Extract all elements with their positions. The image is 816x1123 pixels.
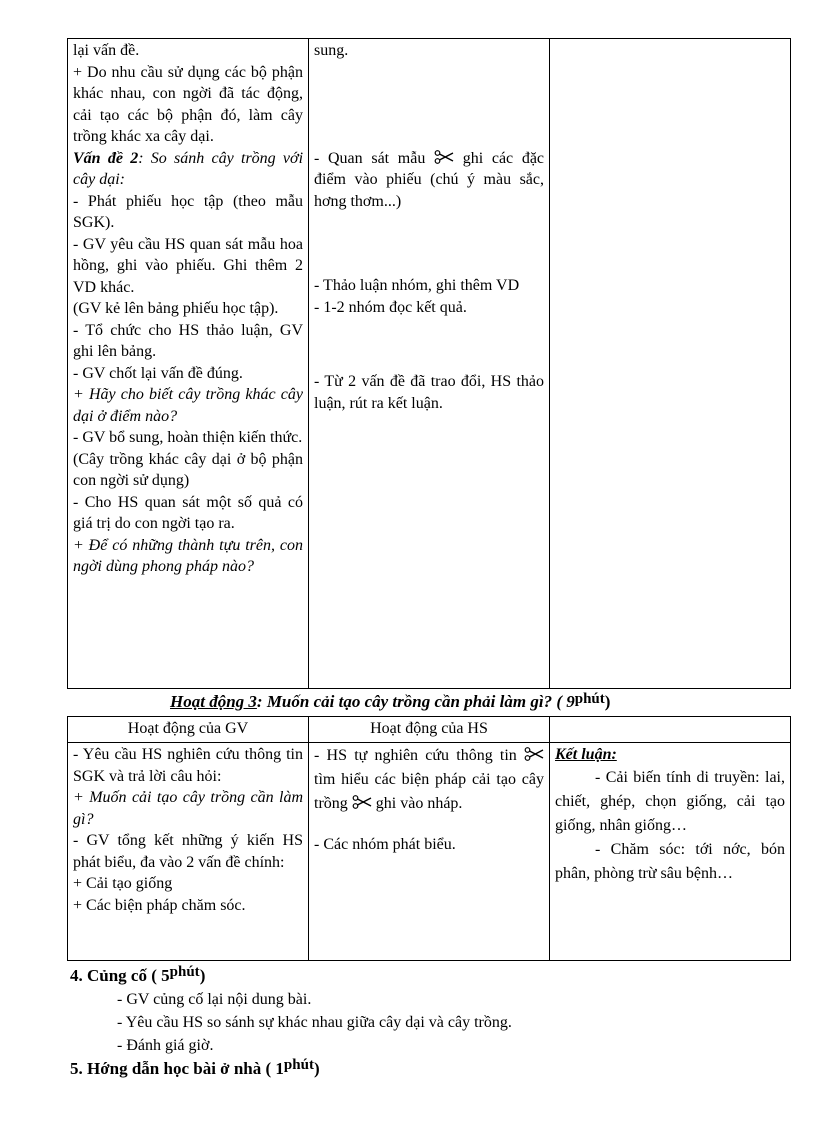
conclusion-label: Kết luận: (555, 746, 617, 763)
activity-3-text: : Muốn cải tạo cây trồng cần phải làm gì? ( 9 (256, 692, 575, 711)
issue-2-label: Vấn đề 2 (73, 149, 139, 167)
activity-3-unit: phút (574, 691, 605, 707)
t1-gv-1: + Do nhu cầu sử dụng các bộ phận khác nhau, con ngời đã tác động, cải tạo các bộ phận đó, làm cây trồng khác xa cây dại. (73, 63, 303, 145)
section-4-close: ) (199, 966, 206, 985)
t1-gv-5: (GV kẻ lên bảng phiếu học tập). (73, 300, 279, 317)
section-4-text: 4. Củng cố ( 5 (70, 966, 170, 985)
header-hs: Hoạt động của HS (309, 717, 550, 743)
conclusion-title (555, 744, 785, 766)
t1-gv-0: lại vấn đề. (73, 42, 140, 59)
t1-gv-12: + Để có những thành tựu trên, con ngời dùng phong pháp nào? (73, 536, 303, 575)
teacher-column (68, 39, 309, 689)
a3-gv-4: + Các biện pháp chăm sóc. (73, 896, 246, 914)
t1-gv-3: - Phát phiếu học tập (theo mẫu SGK). (73, 192, 303, 231)
a3-conclusion-column (550, 743, 791, 961)
section-5-unit: phút (283, 1057, 314, 1073)
issue-2-text: : So sánh cây trồng với cây dại: (73, 149, 304, 188)
t1-gv-2 (73, 148, 303, 191)
section-4-item-0: - GV củng cố lại nội dung bài. (117, 991, 312, 1008)
header-empty (550, 717, 791, 743)
t1-hs-2 (314, 148, 544, 213)
a3-hs-1c: ghi vào nháp. (375, 795, 463, 812)
a3-gv-3: + Cải tạo giống (73, 875, 173, 892)
scissors-icon (524, 747, 544, 761)
t1-hs-2b: ghi các đặc điểm vào phiếu (chú ý màu sắc, hơng thơm...) (314, 149, 545, 210)
student-column (309, 39, 550, 689)
activity-3-heading (170, 692, 610, 712)
t1-hs-4: - 1-2 nhóm đọc kết quả. (314, 298, 467, 316)
section-5-close: ) (313, 1059, 320, 1078)
section-4-item-2: - Đánh giá giờ. (117, 1037, 214, 1054)
t1-gv-11: - Cho HS quan sát một số quả có giá trị do con ngời tạo ra. (73, 493, 303, 532)
a3-hs-1 (314, 744, 544, 816)
activity-3-table (67, 716, 791, 961)
t1-hs-5: - Từ 2 vấn đề đã trao đổi, HS thảo luận, rút ra kết luận. (314, 373, 544, 412)
t1-hs-3: - Thảo luận nhóm, ghi thêm VD (314, 277, 520, 294)
t1-gv-7: - GV chốt lại vấn đề đúng. (73, 364, 243, 382)
t1-gv-9: - GV bổ sung, hoàn thiện kiến thức. (73, 429, 303, 446)
t1-gv-10: (Cây trồng khác cây dại ở bộ phận con ngời sử dụng) (73, 450, 303, 489)
section-5-text: 5. Hớng dẫn học bài ở nhà ( 1 (70, 1059, 284, 1078)
section-4-title (70, 966, 205, 986)
scissors-icon (352, 795, 372, 809)
t1-gv-8: + Hãy cho biết cây trồng khác cây dại ở điểm nào? (73, 386, 303, 425)
conclusion-2: - Chăm sóc: tới nớc, bón phân, phòng trừ sâu bệnh… (555, 840, 785, 882)
a3-gv-1: + Muốn cải tạo cây trồng cần làm gì? (73, 789, 303, 828)
header-gv: Hoạt động của GV (68, 717, 309, 743)
a3-gv-2: - GV tổng kết những ý kiến HS phát biểu, đa vào 2 vấn đề chính: (73, 832, 303, 871)
activity-table-continued (67, 38, 791, 689)
activity-3-close: ) (604, 692, 611, 711)
a3-teacher-column (68, 743, 309, 961)
section-5-title (70, 1059, 320, 1079)
t1-gv-6: - Tổ chức cho HS thảo luận, GV ghi lên bảng. (73, 321, 303, 360)
activity-3-label: Hoạt động 3 (170, 692, 257, 711)
t1-hs-1: sung. (314, 42, 349, 59)
notes-column (550, 39, 791, 689)
a3-gv-0: - Yêu cầu HS nghiên cứu thông tin SGK và trả lời câu hỏi: (73, 746, 303, 785)
a3-hs-1a: - HS tự nghiên cứu thông tin (314, 747, 517, 764)
section-4-item-1: - Yêu cầu HS so sánh sự khác nhau giữa cây dại và cây trồng. (117, 1014, 512, 1031)
section-4-unit: phút (169, 964, 200, 980)
a3-hs-1b: tìm hiểu các biện pháp cải tạo cây trồng (314, 771, 544, 812)
scissors-icon (434, 150, 454, 164)
t1-gv-4: - GV yêu cầu HS quan sát mẫu hoa hồng, ghi vào phiếu. Ghi thêm 2 VD khác. (73, 235, 303, 296)
conclusion-1: - Cải biến tính di truyền: lai, chiết, ghép, chọn giống, cải tạo giống, nhân giống… (555, 768, 785, 834)
a3-hs-2: - Các nhóm phát biểu. (314, 836, 456, 853)
t1-hs-2a: - Quan sát mẫu (314, 149, 426, 167)
a3-student-column (309, 743, 550, 961)
